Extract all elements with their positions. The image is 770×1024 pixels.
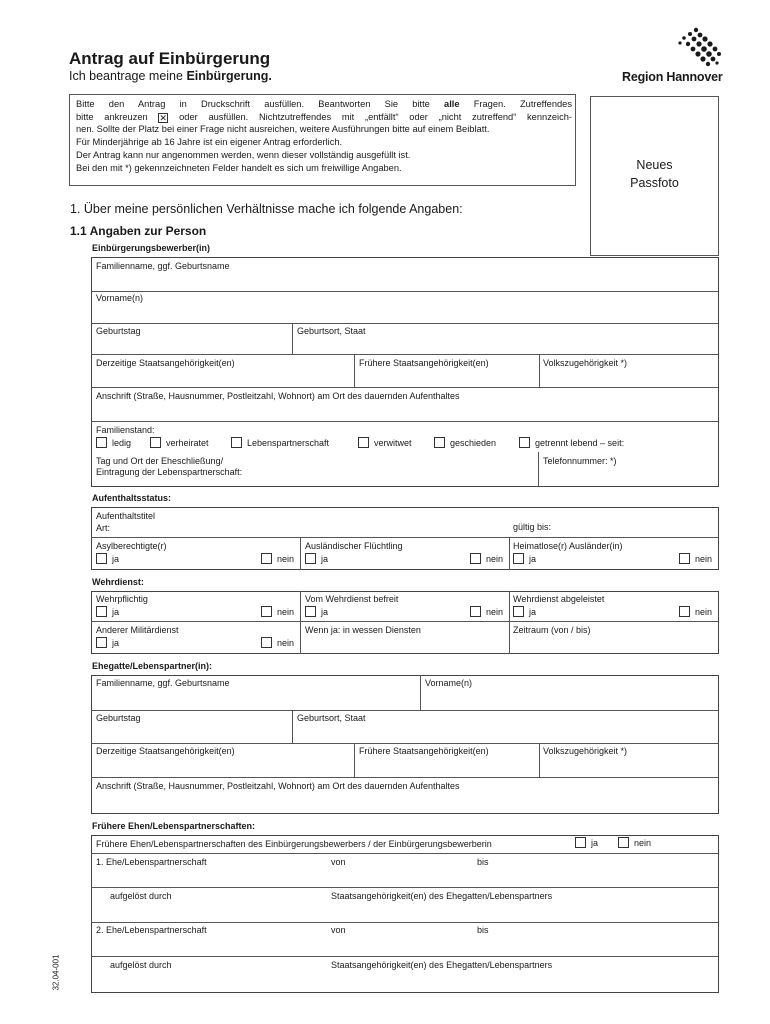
- marriage2-to-label: bis: [477, 925, 489, 935]
- spouse-current-nationality-label: Derzeitige Staatsangehörigkeit(en): [96, 746, 235, 756]
- checkbox-label: nein: [486, 607, 504, 617]
- residence-title1: Aufenthaltstitel: [96, 511, 156, 521]
- checkbox-icon[interactable]: [96, 606, 107, 617]
- photo-line2: Passfoto: [630, 176, 679, 190]
- spouse-birthday-label: Geburtstag: [96, 713, 141, 723]
- asylum-yes[interactable]: [96, 553, 119, 566]
- instr-line1-bold: alle: [444, 99, 460, 109]
- former-marriages-no[interactable]: [618, 837, 651, 850]
- checkbox-icon[interactable]: [231, 437, 242, 448]
- instr-line5: Der Antrag kann nur angenommen werden, wenn dieser vollständig ausgefüllt ist.: [76, 149, 411, 160]
- checkbox-label: getrennt lebend – seit:: [535, 438, 625, 448]
- checkbox-icon[interactable]: [470, 606, 481, 617]
- checkbox-icon[interactable]: [358, 437, 369, 448]
- familyname-label: Familienname, ggf. Geburtsname: [96, 261, 230, 271]
- checkbox-label: verheiratet: [166, 438, 209, 448]
- checkbox-icon[interactable]: [618, 837, 629, 848]
- instr-line1b: Fragen. Zutreffendes: [459, 99, 572, 109]
- military-required-yes[interactable]: [96, 606, 119, 619]
- checkbox-icon[interactable]: [470, 553, 481, 564]
- checkbox-icon[interactable]: [150, 437, 161, 448]
- instr-line1a: Bitte den Antrag in Druckschrift ausfüllen. Beantworten Sie bitte: [76, 99, 445, 109]
- form-number: 32.04-001: [51, 954, 61, 991]
- photo-line1: Neues: [636, 158, 673, 172]
- checkbox-label: ja: [321, 607, 329, 617]
- residence-title2: Art:: [96, 523, 111, 533]
- military-served-yes[interactable]: [513, 606, 536, 619]
- military-exempt-label: Vom Wehrdienst befreit: [305, 594, 399, 604]
- checkbox-widowed[interactable]: [358, 437, 412, 450]
- which-service-label: Wenn ja: in wessen Diensten: [305, 625, 421, 635]
- checkbox-single[interactable]: [96, 437, 131, 450]
- subtitle-bold: Einbürgerung.: [186, 69, 272, 83]
- checkbox-icon[interactable]: [513, 606, 524, 617]
- asylum-label: Asylberechtigte(r): [96, 541, 167, 551]
- birthday-label: Geburtstag: [96, 326, 141, 336]
- stateless-yes[interactable]: [513, 553, 536, 566]
- photo-label: [590, 156, 719, 192]
- valid-until-label: gültig bis:: [513, 522, 552, 532]
- marriage2-spouse-nat-label: Staatsangehörigkeit(en) des Ehegatten/Lebenspartners: [331, 960, 553, 970]
- instr-line2b: oder ausfüllen. Nichtzutreffendes mit „entfällt“ oder „nicht zutreffend“ kennzeich-: [168, 111, 572, 122]
- checkbox-icon[interactable]: [679, 553, 690, 564]
- checkbox-partnership[interactable]: [231, 437, 329, 450]
- checkbox-icon[interactable]: [575, 837, 586, 848]
- checkbox-icon[interactable]: [434, 437, 445, 448]
- firstname-label: Vorname(n): [96, 293, 144, 303]
- checkbox-icon[interactable]: [513, 553, 524, 564]
- instr-line4: Für Minderjährige ab 16 Jahre ist ein eigener Antrag erforderlich.: [76, 137, 343, 148]
- military-required-no[interactable]: [261, 606, 294, 619]
- phone-label: Telefonnummer: *): [543, 456, 617, 466]
- asylum-no[interactable]: [261, 553, 294, 566]
- spouse-address-label: Anschrift (Straße, Hausnummer, Postleitzahl, Wohnort) am Ort des dauernden Aufenthaltes: [96, 781, 460, 791]
- refugee-no[interactable]: [470, 553, 503, 566]
- checkbox-label: ja: [321, 554, 329, 564]
- refugee-label: Ausländischer Flüchtling: [305, 541, 403, 551]
- address-label: Anschrift (Straße, Hausnummer, Postleitzahl, Wohnort) am Ort des dauernden Aufenthaltes: [96, 391, 460, 401]
- checkbox-divorced[interactable]: [434, 437, 496, 450]
- checkbox-label: ja: [112, 607, 120, 617]
- marriage1-from-label: von: [331, 857, 346, 867]
- marriage2-from-label: von: [331, 925, 346, 935]
- military-heading: Wehrdienst:: [92, 577, 144, 587]
- residence-title-label: [96, 510, 155, 534]
- checkbox-icon[interactable]: [261, 553, 272, 564]
- checkbox-icon[interactable]: [679, 606, 690, 617]
- spouse-ethnicity-label: Volkszugehörigkeit *): [543, 746, 628, 756]
- marriage-line1: Tag und Ort der Eheschließung/: [96, 456, 224, 466]
- checkbox-label: verwitwet: [374, 438, 412, 448]
- page-title: Antrag auf Einbürgerung: [69, 49, 271, 68]
- checkbox-label: nein: [695, 607, 713, 617]
- spouse-firstname-label: Vorname(n): [425, 678, 473, 688]
- former-marriages-heading: Frühere Ehen/Lebenspartnerschaften:: [92, 821, 256, 831]
- marriage1-spouse-nat-label: Staatsangehörigkeit(en) des Ehegatten/Lebenspartners: [331, 891, 553, 901]
- checkbox-label: Lebenspartnerschaft: [247, 438, 330, 448]
- page-subtitle: [69, 69, 272, 83]
- subsection-heading: 1.1 Angaben zur Person: [70, 224, 207, 238]
- marriage-date-label: [96, 456, 242, 478]
- residence-heading: Aufenthaltsstatus:: [92, 493, 172, 503]
- marriage2-label: 2. Ehe/Lebenspartnerschaft: [96, 925, 207, 935]
- current-nationality-label: Derzeitige Staatsangehörigkeit(en): [96, 358, 235, 368]
- instructions-text: [76, 98, 572, 174]
- residence-box: [91, 507, 719, 570]
- checkbox-icon[interactable]: [96, 437, 107, 448]
- marriage2-dissolved-label: aufgelöst durch: [110, 960, 172, 970]
- logo-text: Region Hannover: [622, 70, 723, 84]
- checkbox-icon[interactable]: [305, 553, 316, 564]
- checkbox-label: nein: [277, 638, 295, 648]
- birthplace-label: Geburtsort, Staat: [297, 326, 366, 336]
- checkbox-label: nein: [486, 554, 504, 564]
- checkbox-icon[interactable]: [261, 637, 272, 648]
- checkbox-separated[interactable]: [519, 437, 624, 450]
- marriage1-label: 1. Ehe/Lebenspartnerschaft: [96, 857, 207, 867]
- marriage1-to-label: bis: [477, 857, 489, 867]
- checkbox-married[interactable]: [150, 437, 209, 450]
- marital-status-label: Familienstand:: [96, 425, 155, 435]
- instr-line2a: bitte ankreuzen: [76, 111, 159, 122]
- military-exempt-no[interactable]: [470, 606, 503, 619]
- stateless-no[interactable]: [679, 553, 712, 566]
- spouse-heading: Ehegatte/Lebenspartner(in):: [92, 661, 213, 671]
- other-military-yes[interactable]: [96, 637, 119, 650]
- region-hannover-logo-icon: [672, 26, 722, 70]
- checkbox-icon[interactable]: [519, 437, 530, 448]
- other-military-label: Anderer Militärdienst: [96, 625, 179, 635]
- military-exempt-yes[interactable]: [305, 606, 328, 619]
- former-marriages-yes[interactable]: [575, 837, 598, 850]
- checkbox-icon[interactable]: [96, 637, 107, 648]
- checkbox-label: nein: [277, 554, 295, 564]
- ethnicity-label: Volkszugehörigkeit *): [543, 358, 628, 368]
- other-military-no[interactable]: [261, 637, 294, 650]
- checkbox-label: nein: [634, 838, 652, 848]
- checkbox-label: geschieden: [450, 438, 497, 448]
- instr-line3: nen. Sollte der Platz bei einer Frage nicht ausreichen, weitere Ausführungen bitte auf einem Beiblatt.: [76, 124, 490, 135]
- subtitle-text: Ich beantrage meine: [69, 69, 187, 83]
- spouse-familyname-label: Familienname, ggf. Geburtsname: [96, 678, 230, 688]
- military-served-no[interactable]: [679, 606, 712, 619]
- checkbox-icon[interactable]: [261, 606, 272, 617]
- military-required-label: Wehrpflichtig: [96, 594, 148, 604]
- checkbox-label: ja: [112, 554, 120, 564]
- former-marriages-question: Frühere Ehen/Lebenspartnerschaften des Einbürgerungsbewerbers / der Einbürgerungsbewerberin: [96, 839, 492, 849]
- former-nationality-label: Frühere Staatsangehörigkeit(en): [359, 358, 489, 368]
- checkbox-label: ja: [529, 554, 537, 564]
- checkbox-label: ja: [591, 838, 599, 848]
- refugee-yes[interactable]: [305, 553, 328, 566]
- period-label: Zeitraum (von / bis): [513, 625, 591, 635]
- spouse-birthplace-label: Geburtsort, Staat: [297, 713, 366, 723]
- checkbox-label: ja: [112, 638, 120, 648]
- checkbox-label: nein: [695, 554, 713, 564]
- military-served-label: Wehrdienst abgeleistet: [513, 594, 605, 604]
- section-heading: 1. Über meine persönlichen Verhältnisse mache ich folgende Angaben:: [70, 202, 463, 216]
- checkbox-icon[interactable]: [305, 606, 316, 617]
- checkbox-icon[interactable]: [96, 553, 107, 564]
- marriage-line2: Eintragung der Lebenspartnerschaft:: [96, 467, 243, 477]
- spouse-box: [91, 675, 719, 814]
- military-box: [91, 591, 719, 654]
- checkbox-label: ja: [529, 607, 537, 617]
- applicant-label: Einbürgerungsbewerber(in): [92, 243, 211, 253]
- stateless-label: Heimatlose(r) Ausländer(in): [513, 541, 623, 551]
- checkbox-label: ledig: [112, 438, 132, 448]
- spouse-former-nationality-label: Frühere Staatsangehörigkeit(en): [359, 746, 489, 756]
- marriage1-dissolved-label: aufgelöst durch: [110, 891, 172, 901]
- checked-box-icon: ✕: [159, 112, 167, 123]
- checkbox-label: nein: [277, 607, 295, 617]
- instr-line6: Bei den mit *) gekennzeichneten Felder handelt es sich um freiwillige Angaben.: [76, 162, 402, 173]
